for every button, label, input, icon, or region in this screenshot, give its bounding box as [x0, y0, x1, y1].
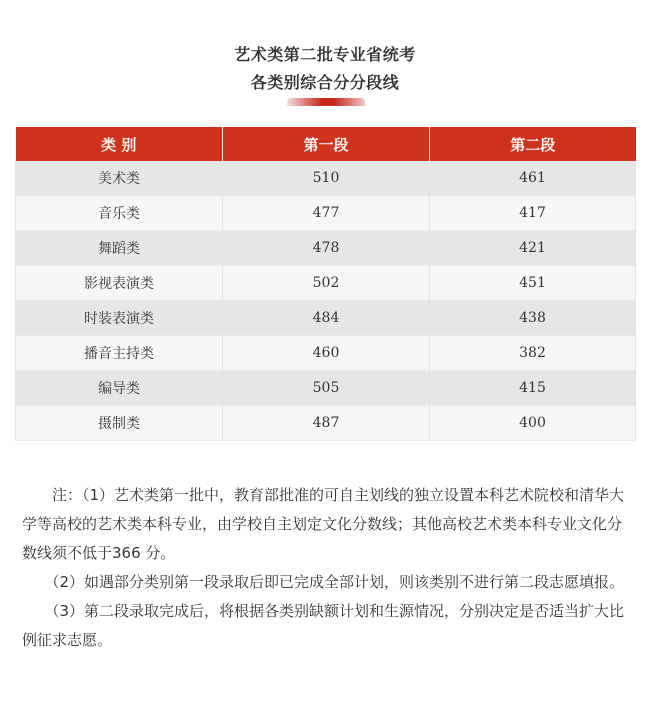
cell-first-stage: 478 — [223, 231, 430, 266]
cell-second-stage: 461 — [430, 161, 636, 196]
table-row — [16, 196, 636, 231]
cell-second-stage: 438 — [430, 301, 636, 336]
cell-first-stage: 510 — [223, 161, 430, 196]
cell-first-stage: 460 — [223, 336, 430, 371]
table-row — [16, 301, 636, 336]
header-first-stage: 第一段 — [223, 127, 430, 161]
cell-category: 音乐类 — [16, 196, 223, 231]
cell-second-stage: 451 — [430, 266, 636, 301]
cell-first-stage: 484 — [223, 301, 430, 336]
score-table — [15, 127, 636, 441]
table-row — [16, 406, 636, 441]
cell-category: 时装表演类 — [16, 301, 223, 336]
cell-first-stage: 477 — [223, 196, 430, 231]
table-header-row — [16, 127, 636, 161]
cell-category: 播音主持类 — [16, 336, 223, 371]
decorative-ribbon — [287, 98, 365, 106]
cell-category: 舞蹈类 — [16, 231, 223, 266]
cell-second-stage: 421 — [430, 231, 636, 266]
note-paragraph: （2）如遇部分类别第一段录取后即已完成全部计划，则该类别不进行第二段志愿填报。 — [22, 573, 625, 591]
cell-second-stage: 415 — [430, 371, 636, 406]
cell-category: 美术类 — [16, 161, 223, 196]
cell-second-stage: 382 — [430, 336, 636, 371]
cell-category: 影视表演类 — [16, 266, 223, 301]
header-second-stage: 第二段 — [430, 127, 636, 161]
cell-category: 摄制类 — [16, 406, 223, 441]
notes-section — [22, 481, 632, 655]
header-category: 类 别 — [16, 127, 223, 161]
cell-second-stage: 400 — [430, 406, 636, 441]
page-subtitle: 各类别综合分分段线 — [250, 73, 400, 92]
cell-category: 编导类 — [16, 371, 223, 406]
table-row — [16, 161, 636, 196]
note-paragraph: 注：（1）艺术类第一批中，教育部批准的可自主划线的独立设置本科艺术院校和清华大学等高校的艺术类本科专业，由学校自主划定文化分数线；其他高校艺术类本科专业文化分数线须不低于366 分。 — [22, 486, 625, 562]
cell-first-stage: 502 — [223, 266, 430, 301]
cell-second-stage: 417 — [430, 196, 636, 231]
note-paragraph: （3）第二段录取完成后，将根据各类别缺额计划和生源情况，分别决定是否适当扩大比例征求志愿。 — [22, 602, 625, 649]
table-row — [16, 336, 636, 371]
table-row — [16, 266, 636, 301]
cell-first-stage: 505 — [223, 371, 430, 406]
page-title: 艺术类第二批专业省统考 — [234, 45, 416, 64]
cell-first-stage: 487 — [223, 406, 430, 441]
table-row — [16, 371, 636, 406]
table-row — [16, 231, 636, 266]
